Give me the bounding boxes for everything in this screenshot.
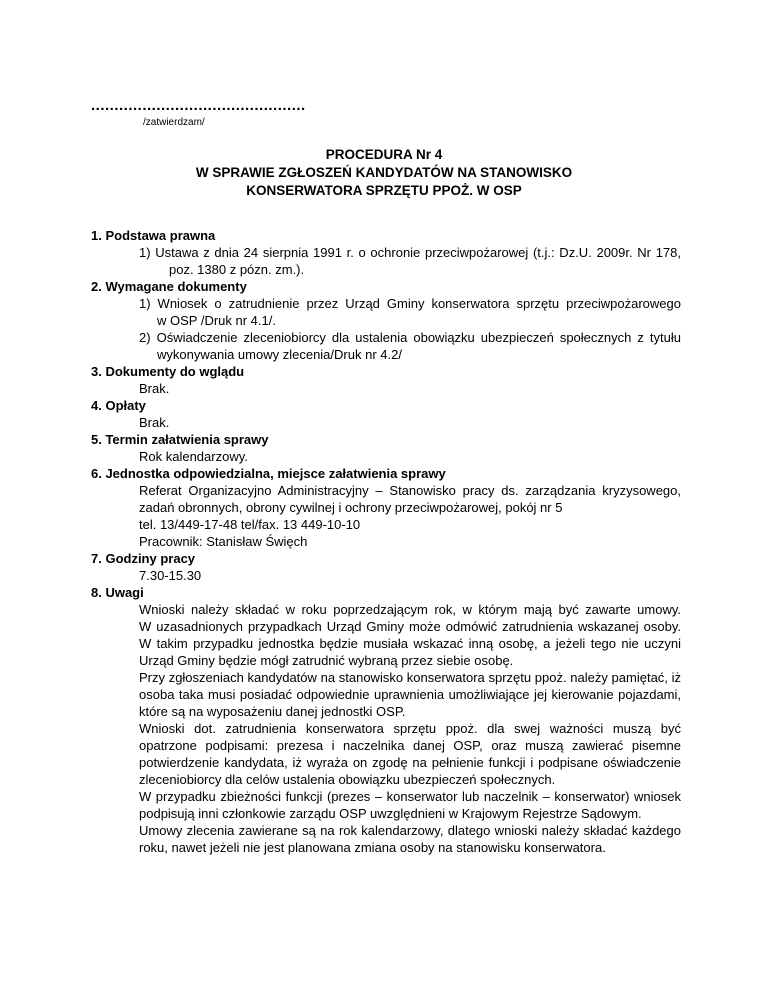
- section-responsible-unit-body: [91, 482, 681, 550]
- section-remarks-body: [91, 601, 681, 856]
- text-line: podpisują inni członkowie zarządu OSP uwzględnieni w Krajowym Rejestrze Sądowym.: [139, 806, 642, 821]
- text-line: Urząd Gminy będzie mógł zatrudnić wybraną przez siebie osobę.: [139, 653, 514, 668]
- text-line: osoba taka musi posiadać odpowiednie uprawnienia umożliwiające jej kierowanie pojazdami,: [139, 687, 681, 702]
- text-line: 1) Ustawa z dnia 24 sierpnia 1991 r. o ochronie przeciwpożarowej (t.j.: Dz.U. 2009r. Nr 178,: [139, 245, 681, 260]
- text-line: Umowy zlecenia zawierane są na rok kalendarzowy, dlatego wnioski należy składać każdego: [139, 823, 681, 838]
- text-line: które są na wyposażeniu danej jednostki OSP.: [139, 704, 406, 719]
- text-line: Referat Organizacyjno Administracyjny – Stanowisko pracy ds. zarządzania kryzysowego,: [139, 483, 681, 498]
- section-heading-working-hours: 7. Godziny pracy: [91, 551, 196, 566]
- text-line: potwierdzenie kandydata, iż wyraża on zgodę na pełnienie funkcji i podpisane oświadczenie: [139, 755, 681, 770]
- text-line: Pracownik: Stanisław Święch: [139, 534, 308, 549]
- section-heading-documents-to-view: 3. Dokumenty do wglądu: [91, 364, 245, 379]
- section-deadline-body: Rok kalendarzowy.: [139, 449, 248, 464]
- section-heading-deadline: 5. Termin załatwienia sprawy: [91, 432, 269, 447]
- title-line-3: KONSERWATORA SPRZĘTU PPOŻ. W OSP: [246, 183, 522, 198]
- sections: [91, 227, 681, 856]
- text-line: tel. 13/449-17-48 tel/fax. 13 449-10-10: [139, 517, 361, 532]
- section-required-documents-item-2: [91, 329, 681, 363]
- text-line: w OSP /Druk nr 4.1/.: [157, 313, 276, 328]
- title-line-2: W SPRAWIE ZGŁOSZEŃ KANDYDATÓW NA STANOWISKO: [195, 165, 573, 180]
- text-line: poz. 1380 z pózn. zm.).: [169, 262, 305, 277]
- section-heading-legal-basis: 1. Podstawa prawna: [91, 228, 216, 243]
- section-fees-body: Brak.: [139, 415, 170, 430]
- section-legal-basis-item-1: [91, 244, 681, 278]
- text-line: Przy zgłoszeniach kandydatów na stanowisko konserwatora sprzętu ppoż. należy pamiętać, iż: [139, 670, 681, 685]
- text-line: opatrzone podpisami: prezesa i naczelnika danej OSP, oraz muszą zawierać pisemne: [139, 738, 681, 753]
- text-line: zadań obronnych, obrony cywilnej i ochrony przeciwpożarowej, pokój nr 5: [139, 500, 563, 515]
- text-line: zleceniobiorcy dla celów ustalenia obowiązku ubezpieczeń społecznych.: [139, 772, 556, 787]
- section-required-documents-item-1: [91, 295, 681, 329]
- text-line: Wnioski należy składać w roku poprzedzającym rok, w którym mają być zawarte umowy.: [139, 602, 681, 617]
- section-heading-required-documents: 2. Wymagane dokumenty: [91, 279, 247, 294]
- signature-line: ..............................................: [91, 97, 306, 114]
- section-heading-remarks: 8. Uwagi: [91, 585, 144, 600]
- text-line: 2) Oświadczenie zleceniobiorcy dla ustalenia obowiązku ubezpieczeń społecznych z tytułu: [139, 330, 681, 345]
- section-working-hours-body: 7.30-15.30: [139, 568, 202, 583]
- text-line: W uzasadnionych przypadkach Urząd Gminy może odmówić zatrudnienia wskazanej osoby.: [139, 619, 681, 634]
- text-line: W przypadku zbieżności funkcji (prezes – konserwator lub naczelnik – konserwator) wniosek: [139, 789, 681, 804]
- approve-label: /zatwierdzam/: [143, 117, 205, 128]
- text-line: 1) Wniosek o zatrudnienie przez Urząd Gminy konserwatora sprzętu przeciwpożarowego: [139, 296, 681, 311]
- text-line: roku, nawet jeżeli nie jest planowana zmiana osoby na stanowisku konserwatora.: [139, 840, 606, 855]
- section-heading-responsible-unit: 6. Jednostka odpowiedzialna, miejsce załatwienia sprawy: [91, 466, 446, 481]
- text-line: Wnioski dot. zatrudnienia konserwatora sprzętu ppoż. dla swej ważności muszą być: [139, 721, 681, 736]
- section-heading-fees: 4. Opłaty: [91, 398, 146, 413]
- section-documents-to-view-body: Brak.: [139, 381, 170, 396]
- title-line-1: PROCEDURA Nr 4: [325, 147, 443, 162]
- text-line: wykonywania umowy zlecenia/Druk nr 4.2/: [157, 347, 402, 362]
- text-line: W takim przypadku jednostka będzie musiała wskazać inną osobę, a jeżeli tego nie uczyni: [139, 636, 681, 651]
- document-title: [0, 146, 768, 200]
